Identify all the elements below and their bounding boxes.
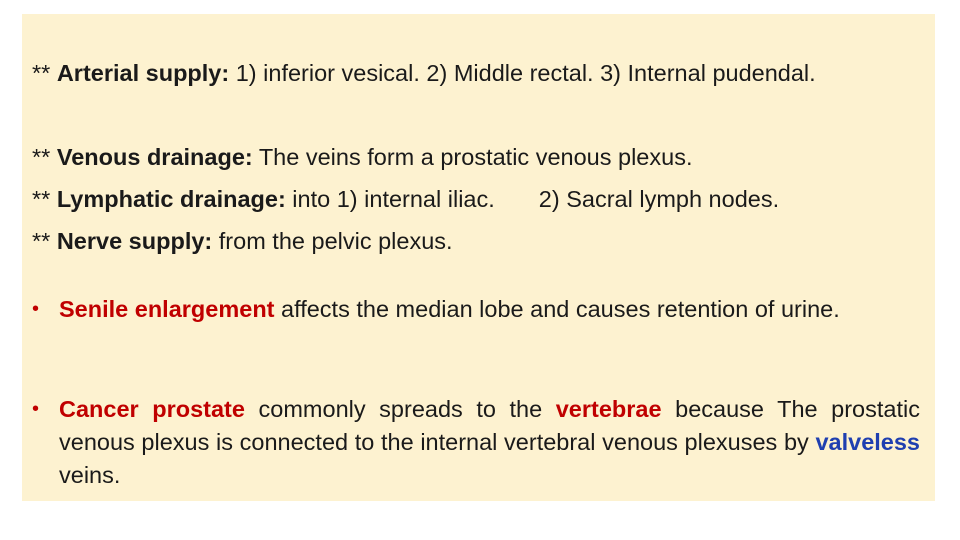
vertebrae-highlight: vertebrae	[555, 396, 662, 422]
venous-drainage-paragraph	[32, 136, 920, 178]
bullet-cancer-prostate	[32, 393, 920, 492]
cancer-text-b: because The prostatic venous plexus is connected to the internal vertebral venous plexuses by	[59, 396, 920, 455]
nerve-supply-text: from the pelvic plexus.	[212, 228, 453, 254]
lymphatic-drainage-text-b: 2) Sacral lymph nodes.	[538, 186, 780, 212]
nerve-supply-label: Nerve supply:	[56, 228, 213, 254]
venous-drainage-label: Venous drainage:	[56, 144, 253, 170]
lymphatic-prefix: **	[32, 186, 57, 212]
lymphatic-drainage-label: Lymphatic drainage:	[56, 186, 286, 212]
bullet-marker: •	[32, 298, 40, 320]
arterial-prefix: **	[32, 60, 57, 86]
senile-enlargement-text: affects the median lobe and causes retention of urine.	[274, 296, 840, 322]
bullet-cancer-text	[59, 393, 920, 492]
cancer-prostate-highlight: Cancer prostate	[59, 396, 245, 422]
nerve-supply-paragraph	[32, 220, 920, 262]
bullet-senile-enlargement	[32, 293, 920, 326]
arterial-supply-paragraph	[32, 52, 920, 94]
venous-prefix: **	[32, 144, 57, 170]
valveless-highlight: valveless	[815, 429, 920, 455]
venous-drainage-text: The veins form a prostatic venous plexus.	[252, 144, 693, 170]
cancer-text-a: commonly spreads to the	[244, 396, 556, 422]
bullet-senile-text	[59, 293, 920, 326]
nerve-prefix: **	[32, 228, 57, 254]
arterial-supply-label: Arterial supply:	[56, 60, 230, 86]
senile-enlargement-highlight: Senile enlargement	[59, 296, 275, 322]
arterial-supply-text: 1) inferior vesical. 2) Middle rectal. 3) Internal pudendal.	[229, 60, 816, 86]
cancer-text-c: veins.	[59, 462, 121, 488]
lymphatic-drainage-text-a: into 1) internal iliac.	[285, 186, 495, 212]
lymphatic-drainage-paragraph	[32, 178, 920, 220]
bullet-marker: •	[32, 398, 40, 420]
content-panel	[22, 14, 935, 501]
